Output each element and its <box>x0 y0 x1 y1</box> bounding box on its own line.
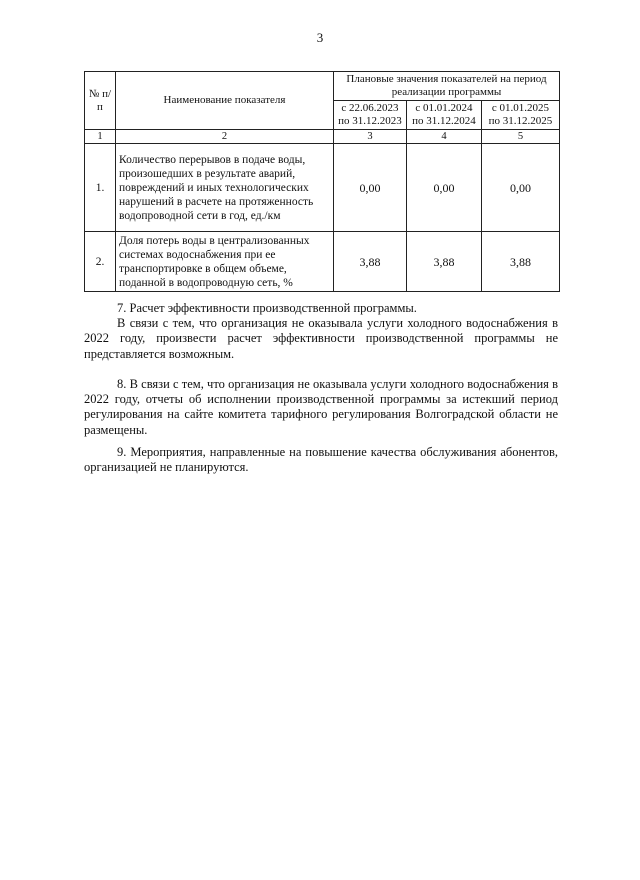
column-number: 3 <box>334 130 407 144</box>
row-number: 2. <box>85 232 116 292</box>
header-period-1: с 22.06.2023 по 31.12.2023 <box>334 101 407 130</box>
header-col-name: Наименование показателя <box>116 72 334 130</box>
table-header-row <box>85 72 560 101</box>
section-9-body: 9. Мероприятия, направленные на повышение качества обслуживания абонентов, организацией не планируются. <box>84 445 558 475</box>
column-number: 1 <box>85 130 116 144</box>
header-period-2: с 01.01.2024 по 31.12.2024 <box>407 101 482 130</box>
column-number: 5 <box>482 130 560 144</box>
header-col-num: № п/п <box>85 72 116 130</box>
row-indicator-name: Доля потерь воды в централизованных системах водоснабжения при ее транспортировке в общем объеме, поданной в водопроводную сеть, % <box>116 232 334 292</box>
table-column-number-row <box>85 130 560 144</box>
row-value: 3,88 <box>482 232 560 292</box>
row-value: 0,00 <box>407 144 482 232</box>
table-row <box>85 232 560 292</box>
row-number: 1. <box>85 144 116 232</box>
column-number: 4 <box>407 130 482 144</box>
page-number: 3 <box>316 30 324 45</box>
row-value: 3,88 <box>334 232 407 292</box>
header-col-plan: Плановые значения показателей на период реализации программы <box>334 72 560 101</box>
indicators-table <box>84 71 560 292</box>
section-8-body: 8. В связи с тем, что организация не оказывала услуги холодного водоснабжения в 2022 году, отчеты об исполнении производственной программы за истекший период регулирования на сайте комитета тарифного регулирования Волгоградской области не размещены. <box>84 377 558 437</box>
row-value: 0,00 <box>334 144 407 232</box>
row-indicator-name: Количество перерывов в подаче воды, произошедших в результате аварий, повреждений и иных технологических нарушений в расчете на протяженность водопроводной сети в год, ед./км <box>116 144 334 232</box>
table-row <box>85 144 560 232</box>
section-7 <box>84 301 558 362</box>
row-value: 3,88 <box>407 232 482 292</box>
column-number: 2 <box>116 130 334 144</box>
section-8 <box>84 377 558 438</box>
section-7-title: 7. Расчет эффективности производственной программы. <box>117 301 417 315</box>
row-value: 0,00 <box>482 144 560 232</box>
section-7-body: В связи с тем, что организация не оказывала услуги холодного водоснабжения в 2022 году, произвести расчет эффективности производственной программы не представляется возможным. <box>84 316 558 361</box>
section-9 <box>84 445 558 475</box>
header-period-3: с 01.01.2025 по 31.12.2025 <box>482 101 560 130</box>
